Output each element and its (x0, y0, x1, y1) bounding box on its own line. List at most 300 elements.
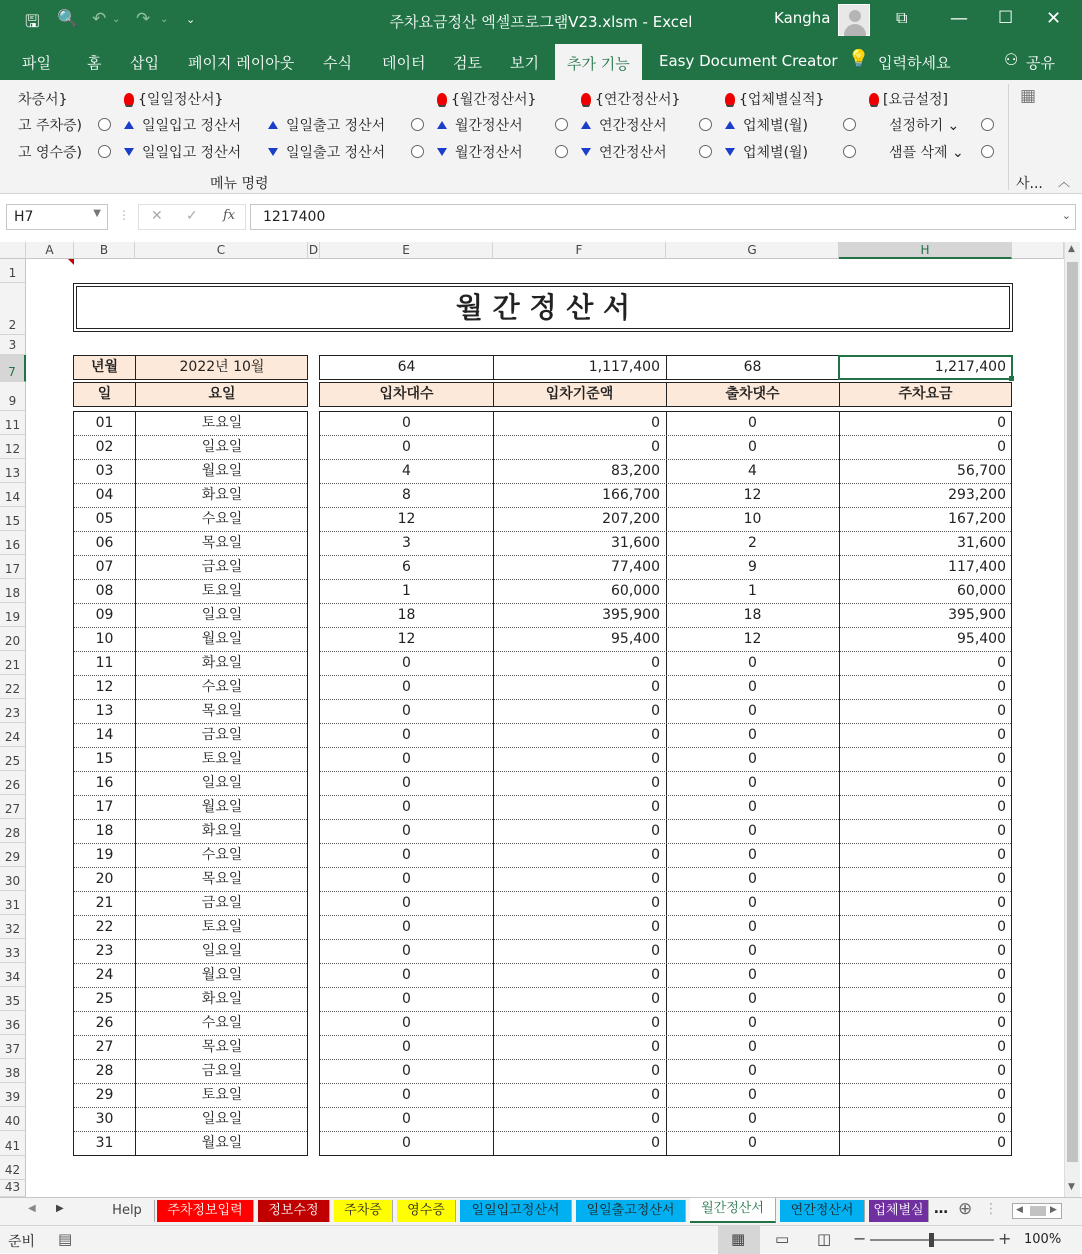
row-header-43[interactable]: 43 (0, 1180, 26, 1197)
collapse-ribbon-icon[interactable]: ︿ (1058, 175, 1071, 189)
scroll-up-icon[interactable]: ▲ (1068, 244, 1075, 254)
weekday-cell[interactable]: 금요일 (201, 727, 243, 743)
entry-amount-cell[interactable]: 207,200 (602, 511, 660, 527)
weekday-cell[interactable]: 일요일 (201, 439, 243, 455)
customize-qat-icon[interactable]: ⌄ (186, 13, 196, 26)
entry-amount-cell[interactable]: 0 (651, 1039, 660, 1055)
tab-insert[interactable]: 삽입 (130, 54, 159, 72)
entry-amount-cell[interactable]: 0 (651, 967, 660, 983)
weekday-cell[interactable]: 수요일 (201, 1015, 243, 1031)
day-cell[interactable]: 08 (95, 583, 114, 599)
weekday-cell[interactable]: 일요일 (201, 775, 243, 791)
entry-amount-cell[interactable]: 0 (651, 1015, 660, 1031)
parking-fee-cell[interactable]: 0 (997, 751, 1006, 767)
row-header-14[interactable]: 14 (0, 483, 26, 507)
day-cell[interactable]: 22 (95, 919, 114, 935)
exits-cell[interactable]: 0 (748, 823, 757, 839)
entries-cell[interactable]: 0 (402, 751, 411, 767)
weekday-cell[interactable]: 토요일 (201, 1087, 243, 1103)
parking-fee-cell[interactable]: 0 (997, 895, 1006, 911)
parking-fee-cell[interactable]: 0 (997, 799, 1006, 815)
normal-view-icon[interactable]: ▦ (718, 1226, 760, 1254)
tab-file[interactable]: 파일 (22, 54, 51, 72)
day-cell[interactable]: 14 (95, 727, 114, 743)
row-header-28[interactable]: 28 (0, 819, 26, 843)
ribbon-btn-company-up[interactable]: 업체별(월) (725, 115, 808, 135)
total-entries[interactable]: 64 (397, 359, 416, 375)
entries-cell[interactable]: 0 (402, 919, 411, 935)
ribbon-btn-company-down[interactable]: 업체별(월) (725, 142, 808, 162)
entries-cell[interactable]: 0 (402, 967, 411, 983)
row-header-3[interactable]: 3 (0, 335, 26, 355)
weekday-cell[interactable]: 일요일 (201, 607, 243, 623)
parking-fee-cell[interactable]: 0 (997, 439, 1006, 455)
weekday-cell[interactable]: 금요일 (201, 559, 243, 575)
row-header-24[interactable]: 24 (0, 723, 26, 747)
entries-cell[interactable]: 0 (402, 799, 411, 815)
share-icon[interactable]: ⚇ (1004, 50, 1019, 69)
radio-icon[interactable] (699, 145, 712, 158)
col-header-g[interactable]: G (666, 242, 839, 259)
sheet-tab-1[interactable]: 주차정보입력 (157, 1200, 254, 1222)
parking-fee-cell[interactable]: 0 (997, 967, 1006, 983)
day-cell[interactable]: 23 (95, 943, 114, 959)
parking-fee-cell[interactable]: 0 (997, 1135, 1006, 1151)
next-sheet-icon[interactable]: ▶ (56, 1203, 64, 1214)
weekday-cell[interactable]: 토요일 (201, 919, 243, 935)
sheet-tab-7[interactable]: 월간정산서 (690, 1198, 776, 1223)
total-entry-amount[interactable]: 1,117,400 (588, 359, 660, 375)
day-cell[interactable]: 18 (95, 823, 114, 839)
day-cell[interactable]: 10 (95, 631, 114, 647)
cancel-icon[interactable]: ✕ (151, 208, 163, 224)
exits-cell[interactable]: 0 (748, 943, 757, 959)
day-cell[interactable]: 20 (95, 871, 114, 887)
radio-icon[interactable] (411, 145, 424, 158)
weekday-cell[interactable]: 수요일 (201, 847, 243, 863)
parking-fee-cell[interactable]: 293,200 (948, 487, 1006, 503)
row-header-41[interactable]: 41 (0, 1131, 26, 1156)
more-sheets-icon[interactable]: … (934, 1201, 948, 1217)
page-layout-view-icon[interactable]: ▭ (775, 1230, 790, 1248)
year-month-value[interactable]: 2022년 10월 (179, 359, 265, 375)
parking-fee-cell[interactable]: 395,900 (948, 607, 1006, 623)
col-header-e[interactable]: E (320, 242, 493, 259)
day-cell[interactable]: 26 (95, 1015, 114, 1031)
radio-icon[interactable] (981, 145, 994, 158)
day-cell[interactable]: 04 (95, 487, 114, 503)
exits-cell[interactable]: 0 (748, 703, 757, 719)
row-header-18[interactable]: 18 (0, 579, 26, 603)
parking-fee-cell[interactable]: 0 (997, 1039, 1006, 1055)
row-header-36[interactable]: 36 (0, 1011, 26, 1035)
exits-cell[interactable]: 12 (743, 631, 762, 647)
macro-record-icon[interactable]: ▤ (58, 1230, 73, 1248)
day-cell[interactable]: 05 (95, 511, 114, 527)
exits-cell[interactable]: 4 (748, 463, 757, 479)
entries-cell[interactable]: 0 (402, 655, 411, 671)
col-header-c[interactable]: C (135, 242, 308, 259)
total-parking-fee[interactable]: 1,217,400 (839, 356, 1012, 379)
parking-fee-cell[interactable]: 0 (997, 727, 1006, 743)
parking-fee-cell[interactable]: 0 (997, 1111, 1006, 1127)
parking-fee-cell[interactable]: 117,400 (948, 559, 1006, 575)
entry-amount-cell[interactable]: 0 (651, 415, 660, 431)
sheet-tab-0[interactable]: Help (100, 1200, 155, 1222)
day-cell[interactable]: 29 (95, 1087, 114, 1103)
entry-amount-cell[interactable]: 31,600 (611, 535, 660, 551)
tell-me-input[interactable]: 입력하세요 (878, 54, 951, 72)
entries-cell[interactable]: 0 (402, 1063, 411, 1079)
avatar[interactable] (838, 4, 870, 36)
weekday-cell[interactable]: 목요일 (201, 535, 243, 551)
weekday-cell[interactable]: 월요일 (201, 799, 243, 815)
parking-fee-cell[interactable]: 95,400 (957, 631, 1006, 647)
row-header-9[interactable]: 9 (0, 382, 26, 411)
prev-sheet-icon[interactable]: ◀ (28, 1203, 36, 1214)
parking-fee-cell[interactable]: 0 (997, 991, 1006, 1007)
entry-amount-cell[interactable]: 0 (651, 679, 660, 695)
row-header-33[interactable]: 33 (0, 939, 26, 963)
entry-amount-cell[interactable]: 166,700 (602, 487, 660, 503)
exits-cell[interactable]: 0 (748, 1039, 757, 1055)
tab-data[interactable]: 데이터 (382, 54, 426, 72)
day-cell[interactable]: 03 (95, 463, 114, 479)
parking-fee-cell[interactable]: 0 (997, 823, 1006, 839)
weekday-cell[interactable]: 토요일 (201, 583, 243, 599)
entries-cell[interactable]: 0 (402, 1015, 411, 1031)
total-exits[interactable]: 68 (743, 359, 762, 375)
table-icon[interactable]: ▦ (1020, 86, 1037, 106)
sheet-tab-3[interactable]: 주차증 (334, 1200, 393, 1222)
weekday-cell[interactable]: 일요일 (201, 1111, 243, 1127)
scroll-down-icon[interactable]: ▼ (1068, 1182, 1075, 1192)
col-header-b[interactable]: B (74, 242, 135, 259)
tab-view[interactable]: 보기 (510, 54, 539, 72)
ribbon-btn-daily-in-up[interactable]: 일일입고 정산서 (124, 115, 241, 135)
row-header-11[interactable]: 11 (0, 411, 26, 435)
parking-fee-cell[interactable]: 60,000 (957, 583, 1006, 599)
ribbon-btn-daily-out-up[interactable]: 일일출고 정산서 (268, 115, 385, 135)
entry-amount-cell[interactable]: 0 (651, 895, 660, 911)
row-header-35[interactable]: 35 (0, 987, 26, 1011)
row-header-40[interactable]: 40 (0, 1107, 26, 1131)
entry-amount-cell[interactable]: 395,900 (602, 607, 660, 623)
entry-amount-cell[interactable]: 0 (651, 1087, 660, 1103)
row-header-1[interactable]: 1 (0, 259, 26, 283)
exits-cell[interactable]: 0 (748, 1087, 757, 1103)
weekday-cell[interactable]: 수요일 (201, 511, 243, 527)
ribbon-btn-monthly-up[interactable]: 월간정산서 (437, 115, 523, 135)
vertical-scrollbar[interactable] (1064, 242, 1080, 1197)
day-cell[interactable]: 25 (95, 991, 114, 1007)
parking-fee-cell[interactable]: 0 (997, 943, 1006, 959)
entries-cell[interactable]: 12 (397, 631, 416, 647)
exits-cell[interactable]: 2 (748, 535, 757, 551)
print-preview-icon[interactable]: 🔍 (57, 9, 79, 29)
entries-cell[interactable]: 3 (402, 535, 411, 551)
zoom-level[interactable]: 100% (1024, 1232, 1062, 1247)
row-header-29[interactable]: 29 (0, 843, 26, 867)
radio-icon[interactable] (555, 118, 568, 131)
ribbon-btn-yearly-down[interactable]: 연간정산서 (581, 142, 667, 162)
day-cell[interactable]: 13 (95, 703, 114, 719)
exits-cell[interactable]: 1 (748, 583, 757, 599)
radio-icon[interactable] (98, 145, 111, 158)
entries-cell[interactable]: 0 (402, 439, 411, 455)
sheet-tab-9[interactable]: 업체별실 (869, 1200, 929, 1222)
entries-cell[interactable]: 0 (402, 703, 411, 719)
row-header-25[interactable]: 25 (0, 747, 26, 771)
exits-cell[interactable]: 0 (748, 847, 757, 863)
radio-icon[interactable] (699, 118, 712, 131)
weekday-cell[interactable]: 금요일 (201, 1063, 243, 1079)
day-cell[interactable]: 27 (95, 1039, 114, 1055)
share-button[interactable]: 공유 (1026, 54, 1055, 72)
entries-cell[interactable]: 0 (402, 895, 411, 911)
entry-amount-cell[interactable]: 0 (651, 727, 660, 743)
day-cell[interactable]: 30 (95, 1111, 114, 1127)
exits-cell[interactable]: 0 (748, 655, 757, 671)
entries-cell[interactable]: 1 (402, 583, 411, 599)
weekday-cell[interactable]: 화요일 (201, 823, 243, 839)
row-header-17[interactable]: 17 (0, 555, 26, 579)
row-header-12[interactable]: 12 (0, 435, 26, 459)
entry-amount-cell[interactable]: 0 (651, 1135, 660, 1151)
radio-icon[interactable] (843, 118, 856, 131)
ribbon-btn-parking-ticket[interactable]: 고 주차증) (18, 118, 83, 134)
page-break-view-icon[interactable]: ◫ (817, 1230, 832, 1248)
minimize-icon[interactable]: — (950, 8, 968, 29)
entry-amount-cell[interactable]: 95,400 (611, 631, 660, 647)
day-cell[interactable]: 19 (95, 847, 114, 863)
entries-cell[interactable]: 4 (402, 463, 411, 479)
entry-amount-cell[interactable]: 60,000 (611, 583, 660, 599)
col-header-d[interactable]: D (308, 243, 319, 257)
save-icon[interactable]: 🖫 (25, 12, 40, 32)
exits-cell[interactable]: 0 (748, 1135, 757, 1151)
exits-cell[interactable]: 0 (748, 727, 757, 743)
entries-cell[interactable]: 0 (402, 775, 411, 791)
row-header-31[interactable]: 31 (0, 891, 26, 915)
exits-cell[interactable]: 0 (748, 679, 757, 695)
exits-cell[interactable]: 0 (748, 895, 757, 911)
new-sheet-icon[interactable]: ⊕ (958, 1199, 973, 1219)
parking-fee-cell[interactable]: 0 (997, 871, 1006, 887)
weekday-cell[interactable]: 금요일 (201, 895, 243, 911)
parking-fee-cell[interactable]: 0 (997, 415, 1006, 431)
row-header-32[interactable]: 32 (0, 915, 26, 939)
row-header-34[interactable]: 34 (0, 963, 26, 987)
weekday-cell[interactable]: 수요일 (201, 679, 243, 695)
col-header-a[interactable]: A (26, 242, 74, 259)
weekday-cell[interactable]: 월요일 (201, 463, 243, 479)
day-cell[interactable]: 24 (95, 967, 114, 983)
sheet-tab-6[interactable]: 일일출고정산서 (576, 1200, 686, 1222)
entry-amount-cell[interactable]: 0 (651, 919, 660, 935)
zoom-in-icon[interactable]: + (998, 1229, 1012, 1248)
radio-icon[interactable] (843, 145, 856, 158)
row-header-30[interactable]: 30 (0, 867, 26, 891)
ribbon-btn-settings[interactable]: 설정하기 ⌄ (889, 118, 960, 134)
sheet-tab-4[interactable]: 영수증 (397, 1200, 456, 1222)
entry-amount-cell[interactable]: 0 (651, 439, 660, 455)
scroll-right-icon[interactable]: ▶ (1050, 1205, 1057, 1215)
ribbon-btn-delete-sample[interactable]: 샘플 삭제 ⌄ (889, 145, 964, 161)
radio-icon[interactable] (98, 118, 111, 131)
zoom-out-icon[interactable]: − (853, 1229, 867, 1248)
ribbon-btn-daily-in-down[interactable]: 일일입고 정산서 (124, 142, 241, 162)
exits-cell[interactable]: 9 (748, 559, 757, 575)
undo-dropdown-icon[interactable]: ⌄ (112, 14, 121, 25)
redo-icon[interactable]: ↷ (136, 9, 151, 29)
entries-cell[interactable]: 0 (402, 871, 411, 887)
tab-review[interactable]: 검토 (453, 54, 482, 72)
weekday-cell[interactable]: 화요일 (201, 991, 243, 1007)
day-cell[interactable]: 31 (95, 1135, 114, 1151)
tab-divider-icon[interactable]: ⋮ (984, 1201, 998, 1217)
exits-cell[interactable]: 12 (743, 487, 762, 503)
day-cell[interactable]: 15 (95, 751, 114, 767)
exits-cell[interactable]: 0 (748, 919, 757, 935)
ribbon-btn-daily-out-down[interactable]: 일일출고 정산서 (268, 142, 385, 162)
entries-cell[interactable]: 8 (402, 487, 411, 503)
user-name[interactable]: Kangha (774, 9, 831, 27)
ribbon-btn-receipt[interactable]: 고 영수증) (18, 145, 83, 161)
sheet-tab-5[interactable]: 일일입고정산서 (460, 1200, 572, 1222)
entries-cell[interactable]: 0 (402, 943, 411, 959)
row-header-22[interactable]: 22 (0, 675, 26, 699)
close-icon[interactable]: ✕ (1046, 8, 1062, 29)
weekday-cell[interactable]: 월요일 (201, 1135, 243, 1151)
day-cell[interactable]: 11 (95, 655, 114, 671)
parking-fee-cell[interactable]: 0 (997, 1063, 1006, 1079)
weekday-cell[interactable]: 토요일 (201, 751, 243, 767)
formula-input[interactable]: 1217400 ⌄ (250, 204, 1076, 230)
col-header-h[interactable]: H (839, 242, 1012, 259)
tab-add-ins[interactable]: 추가 기능 (555, 44, 642, 80)
day-cell[interactable]: 06 (95, 535, 114, 551)
entries-cell[interactable]: 6 (402, 559, 411, 575)
ribbon-btn-yearly-up[interactable]: 연간정산서 (581, 115, 667, 135)
ribbon-display-icon[interactable]: ⧉ (896, 8, 908, 27)
weekday-cell[interactable]: 목요일 (201, 703, 243, 719)
horizontal-scrollbar[interactable] (1012, 1203, 1062, 1219)
entry-amount-cell[interactable]: 0 (651, 991, 660, 1007)
day-cell[interactable]: 21 (95, 895, 114, 911)
sheet-tab-2[interactable]: 정보수정 (258, 1200, 330, 1222)
day-cell[interactable]: 17 (95, 799, 114, 815)
row-header-21[interactable]: 21 (0, 651, 26, 675)
row-header-23[interactable]: 23 (0, 699, 26, 723)
exits-cell[interactable]: 0 (748, 439, 757, 455)
select-all-corner[interactable] (0, 242, 26, 259)
parking-fee-cell[interactable]: 0 (997, 1015, 1006, 1031)
parking-fee-cell[interactable]: 0 (997, 1087, 1006, 1103)
row-header-7[interactable]: 7 (0, 355, 26, 382)
zoom-slider-thumb[interactable] (929, 1233, 934, 1247)
day-cell[interactable]: 28 (95, 1063, 114, 1079)
parking-fee-cell[interactable]: 0 (997, 775, 1006, 791)
entries-cell[interactable]: 12 (397, 511, 416, 527)
weekday-cell[interactable]: 화요일 (201, 655, 243, 671)
enter-icon[interactable]: ✓ (186, 208, 198, 224)
exits-cell[interactable]: 10 (743, 511, 762, 527)
weekday-cell[interactable]: 월요일 (201, 967, 243, 983)
ribbon-btn-monthly-down[interactable]: 월간정산서 (437, 142, 523, 162)
row-header-26[interactable]: 26 (0, 771, 26, 795)
tab-easy-document-creator[interactable]: Easy Document Creator (659, 52, 838, 70)
row-header-19[interactable]: 19 (0, 603, 26, 627)
day-cell[interactable]: 01 (95, 415, 114, 431)
entry-amount-cell[interactable]: 0 (651, 847, 660, 863)
row-header-15[interactable]: 15 (0, 507, 26, 531)
day-cell[interactable]: 16 (95, 775, 114, 791)
entries-cell[interactable]: 0 (402, 415, 411, 431)
entry-amount-cell[interactable]: 0 (651, 871, 660, 887)
day-cell[interactable]: 02 (95, 439, 114, 455)
weekday-cell[interactable]: 일요일 (201, 943, 243, 959)
exits-cell[interactable]: 0 (748, 871, 757, 887)
weekday-cell[interactable]: 목요일 (201, 871, 243, 887)
row-header-16[interactable]: 16 (0, 531, 26, 555)
weekday-cell[interactable]: 목요일 (201, 1039, 243, 1055)
exits-cell[interactable]: 0 (748, 775, 757, 791)
parking-fee-cell[interactable]: 0 (997, 655, 1006, 671)
scroll-left-icon[interactable]: ◀ (1016, 1205, 1023, 1215)
weekday-cell[interactable]: 월요일 (201, 631, 243, 647)
exits-cell[interactable]: 0 (748, 799, 757, 815)
day-cell[interactable]: 07 (95, 559, 114, 575)
entry-amount-cell[interactable]: 0 (651, 655, 660, 671)
exits-cell[interactable]: 0 (748, 991, 757, 1007)
tab-home[interactable]: 홈 (87, 54, 102, 72)
row-header-38[interactable]: 38 (0, 1059, 26, 1083)
exits-cell[interactable]: 18 (743, 607, 762, 623)
day-cell[interactable]: 12 (95, 679, 114, 695)
ribbon-more-label[interactable]: 사... (1016, 176, 1043, 192)
fill-handle[interactable] (1009, 376, 1014, 381)
parking-fee-cell[interactable]: 31,600 (957, 535, 1006, 551)
weekday-cell[interactable]: 토요일 (201, 415, 243, 431)
entries-cell[interactable]: 0 (402, 847, 411, 863)
parking-fee-cell[interactable]: 0 (997, 919, 1006, 935)
parking-fee-cell[interactable]: 0 (997, 847, 1006, 863)
exits-cell[interactable]: 0 (748, 751, 757, 767)
entry-amount-cell[interactable]: 0 (651, 775, 660, 791)
exits-cell[interactable]: 0 (748, 1015, 757, 1031)
entry-amount-cell[interactable]: 0 (651, 703, 660, 719)
entries-cell[interactable]: 0 (402, 679, 411, 695)
maximize-icon[interactable]: ☐ (998, 8, 1014, 28)
insert-function-icon[interactable]: fx (223, 208, 236, 223)
entries-cell[interactable]: 0 (402, 1087, 411, 1103)
parking-fee-cell[interactable]: 0 (997, 679, 1006, 695)
exits-cell[interactable]: 0 (748, 415, 757, 431)
tab-formulas[interactable]: 수식 (323, 54, 352, 72)
col-header-f[interactable]: F (493, 242, 666, 259)
redo-dropdown-icon[interactable]: ⌄ (160, 14, 169, 25)
exits-cell[interactable]: 0 (748, 1063, 757, 1079)
name-box[interactable]: H7 ▼ (6, 204, 108, 230)
row-header-27[interactable]: 27 (0, 795, 26, 819)
row-header-37[interactable]: 37 (0, 1035, 26, 1059)
row-header-20[interactable]: 20 (0, 627, 26, 651)
entry-amount-cell[interactable]: 0 (651, 1063, 660, 1079)
sheet-tab-8[interactable]: 연간정산서 (780, 1200, 865, 1222)
entry-amount-cell[interactable]: 0 (651, 1111, 660, 1127)
tab-page-layout[interactable]: 페이지 레이아웃 (188, 54, 295, 72)
